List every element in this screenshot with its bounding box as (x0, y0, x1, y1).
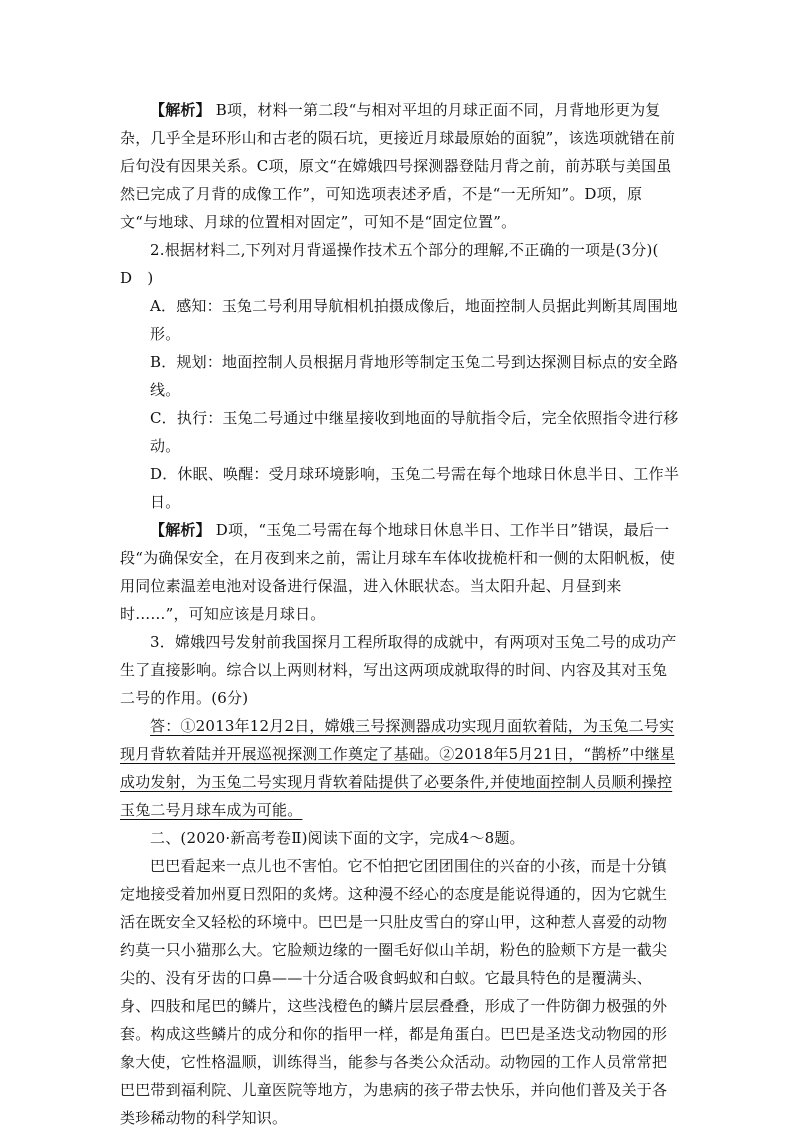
analysis-label: 【解析】 (150, 521, 211, 539)
answer-paragraph (120, 712, 680, 824)
question-2-option-a: A．感知：玉兔二号利用导航相机拍摄成像后，地面控制人员据此判断其周围地形。 (150, 297, 678, 343)
question-2: 2.根据材料二,下列对月背遥操作技术五个部分的理解,不正确的一项是(3分)( D ) (120, 241, 674, 287)
question-2-option-b: B．规划：地面控制人员根据月背地形等制定玉兔二号到达探测目标点的安全路线。 (150, 353, 679, 399)
analysis-text: B项，材料一第二段“与相对平坦的月球正面不同，月背地形更为复杂，几乎全是环形山和古老的陨石坑，更接近月球最原始的面貌”，该选项就错在前后句没有因果关系。C项，原文“在嫦娥四号探测器登陆月背之前，前苏联与美国虽然已完成了月背的成像工作”，可知选项表述矛盾，不是“一无所知”。D项，原文“与地球、月球的位置相对固定”，可知不是“固定位置”。 (120, 101, 676, 231)
analysis-paragraph-1 (120, 96, 680, 236)
analysis-text: D项，“玉兔二号需在每个地球日休息半日、工作半日”错误，最后一段“为确保安全，在月夜到来之前，需让月球车车体收拢桅杆和一侧的太阳帆板，使用同位素温差电池对设备进行保温，进入休眠状态。当太阳升起、月昼到来时……”，可知应该是月球日。 (120, 521, 676, 623)
question-2-option-d: D．休眠、唤醒：受月球环境影响，玉兔二号需在每个地球日休息半日、工作半日。 (150, 465, 680, 511)
passage-paragraph: 巴巴看起来一点儿也不害怕。它不怕把它团团围住的兴奋的小孩，而是十分镇定地接受着加州夏日烈阳的炙烤。这种漫不经心的态度是能说得通的，因为它就生活在既安全又轻松的环境中。巴巴是一只肚皮雪白的穿山甲，这种惹人喜爱的动物约莫一只小猫那么大。它脸颊边缘的一圈毛好似山羊胡，粉色的脸颊下方是一截尖尖的、没有牙齿的口鼻——十分适合吸食蚂蚁和白蚁。它最具特色的是覆满头、身、四肢和尾巴的鳞片，这些浅橙色的鳞片层层叠叠，形成了一件防御力极强的外套。构成这些鳞片的成分和你的指甲一样，都是角蛋白。巴巴是圣迭戈动物园的形象大使，它性格温顺，训练得当，能参与各类公众活动。动物园的工作人员常常把巴巴带到福利院、儿童医院等地方，为患病的孩子带去快乐，并向他们普及关于各类珍稀动物的科学知识。 (120, 857, 668, 1127)
answer-lead: 答： (150, 717, 181, 735)
section-2-heading: 二、(2020·新高考卷Ⅱ)阅读下面的文字，完成4～8题。 (150, 829, 525, 847)
question-2-option-c: C．执行：玉兔二号通过中继星接收到地面的导航指令后，完全依照指令进行移动。 (150, 409, 679, 455)
question-3: 3．嫦娥四号发射前我国探月工程所取得的成就中，有两项对玉兔二号的成功产生了直接影响。综合以上两则材料，写出这两项成就取得的时间、内容及其对玉兔二号的作用。(6分) (120, 633, 677, 707)
document-content (120, 96, 680, 1132)
analysis-paragraph-2 (120, 516, 680, 628)
analysis-label: 【解析】 (150, 101, 211, 119)
answer-text: ①2013年12月2日，嫦娥三号探测器成功实现月面软着陆，为玉兔二号实现月背软着陆并开展巡视探测工作奠定了基础。②2018年5月21日，“鹊桥”中继星成功发射，为玉兔二号实现月背软着陆提供了必要条件,并使地面控制人员顺利操控玉兔二号月球车成为可能。 (120, 717, 676, 819)
